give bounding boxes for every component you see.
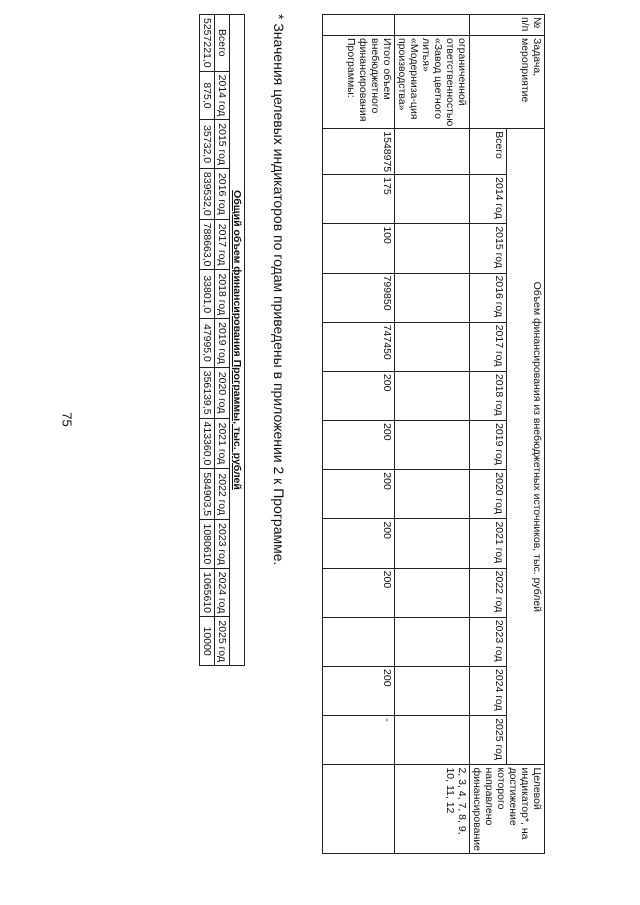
total-header: Всего	[215, 15, 230, 72]
header-funding: Объем финансирования из внебюджетных источников, тыс. рублей	[507, 129, 545, 765]
total-values-row	[200, 15, 215, 666]
total-value: 33801,0	[200, 270, 215, 319]
cell-value: 799850	[323, 273, 395, 322]
cell-value: 200	[323, 568, 395, 617]
header-task: Задача, мероприятие	[470, 36, 545, 129]
total-value: 47995,0	[200, 319, 215, 368]
cell-indicator: 2, 3, 4, 7, 8, 9, 10, 11, 12	[395, 765, 470, 854]
total-header: 2023 год	[215, 520, 230, 569]
cell-value	[395, 224, 470, 273]
total-value: 413360,0	[200, 418, 215, 469]
header-year: 2014 год	[470, 175, 508, 224]
header-year: 2024 год	[470, 667, 508, 716]
header-year: 2021 год	[470, 519, 508, 568]
total-header: 2025 год	[215, 617, 230, 666]
cell-value	[395, 322, 470, 371]
cell-value	[395, 667, 470, 716]
header-total: Всего	[470, 129, 508, 175]
header-year: 2018 год	[470, 371, 508, 420]
header-year: 2017 год	[470, 322, 508, 371]
cell-value	[395, 519, 470, 568]
table-row	[395, 15, 470, 854]
cell-total	[395, 129, 470, 175]
cell-value	[395, 371, 470, 420]
cell-value	[395, 470, 470, 519]
total-header: 2017 год	[215, 219, 230, 270]
header-year: 2023 год	[470, 617, 508, 666]
header-year: 2019 год	[470, 421, 508, 470]
total-value: 356139,5	[200, 367, 215, 418]
total-header: 2020 год	[215, 367, 230, 418]
header-year: 2022 год	[470, 568, 508, 617]
cell-value	[395, 421, 470, 470]
header-year: 2025 год	[470, 716, 508, 765]
total-value: 875,0	[200, 71, 215, 120]
header-year: 2020 год	[470, 470, 508, 519]
total-header: 2014 год	[215, 71, 230, 120]
total-value: 10000	[200, 617, 215, 666]
cell-value	[323, 617, 395, 666]
cell-value: 175	[323, 175, 395, 224]
total-header: 2022 год	[215, 469, 230, 520]
header-years-row	[470, 15, 508, 854]
total-header: 2016 год	[215, 168, 230, 219]
cell-num	[395, 15, 470, 36]
header-year: 2016 год	[470, 273, 508, 322]
cell-task: ограниченной ответственностью «Завод цветного литья» «Модерниза-ция производства»	[395, 36, 470, 129]
cell-num	[323, 15, 395, 36]
cell-value	[395, 568, 470, 617]
total-value: 5257221,0	[200, 15, 215, 72]
cell-value: 200	[323, 470, 395, 519]
total-funding-table	[199, 14, 245, 666]
total-value: 35732,0	[200, 120, 215, 169]
cell-value: 200	[323, 519, 395, 568]
rotated-content	[0, 14, 545, 894]
cell-value	[395, 716, 470, 765]
cell-total: 1548975	[323, 129, 395, 175]
total-header: 2021 год	[215, 418, 230, 469]
cell-value: 100	[323, 224, 395, 273]
cell-value: 200	[323, 667, 395, 716]
total-value: 788663,0	[200, 219, 215, 270]
cell-value	[395, 175, 470, 224]
cell-value	[395, 273, 470, 322]
page-number: 75	[59, 412, 75, 427]
total-value: 839532,0	[200, 168, 215, 219]
total-caption: Общий объем финансирования Программы, тыс. рублей	[230, 15, 245, 666]
total-header: 2015 год	[215, 120, 230, 169]
cell-value: 200	[323, 421, 395, 470]
funding-table	[322, 14, 545, 854]
total-value: 1065610	[200, 568, 215, 617]
total-header: 2019 год	[215, 319, 230, 368]
header-num: № п/п	[470, 15, 545, 36]
footnote: * Значения целевых индикаторов по годам приведены в приложении 2 к Программе.	[271, 14, 287, 566]
total-value: 1080610	[200, 520, 215, 569]
cell-value: 200	[323, 371, 395, 420]
cell-task: Итого объем внебюджетного финансирования Программы:	[323, 36, 395, 129]
header-indicator: Целевой индикатор*, на достижение которого направлено финансирование	[470, 765, 545, 854]
total-value: 584903,5	[200, 469, 215, 520]
cell-value: -	[323, 716, 395, 765]
cell-value: 747450	[323, 322, 395, 371]
cell-indicator	[323, 765, 395, 854]
total-header-row	[215, 15, 230, 666]
total-header: 2018 год	[215, 270, 230, 319]
header-row	[507, 15, 545, 854]
cell-value	[395, 617, 470, 666]
table-row	[323, 15, 395, 854]
header-year: 2015 год	[470, 224, 508, 273]
total-header: 2024 год	[215, 568, 230, 617]
